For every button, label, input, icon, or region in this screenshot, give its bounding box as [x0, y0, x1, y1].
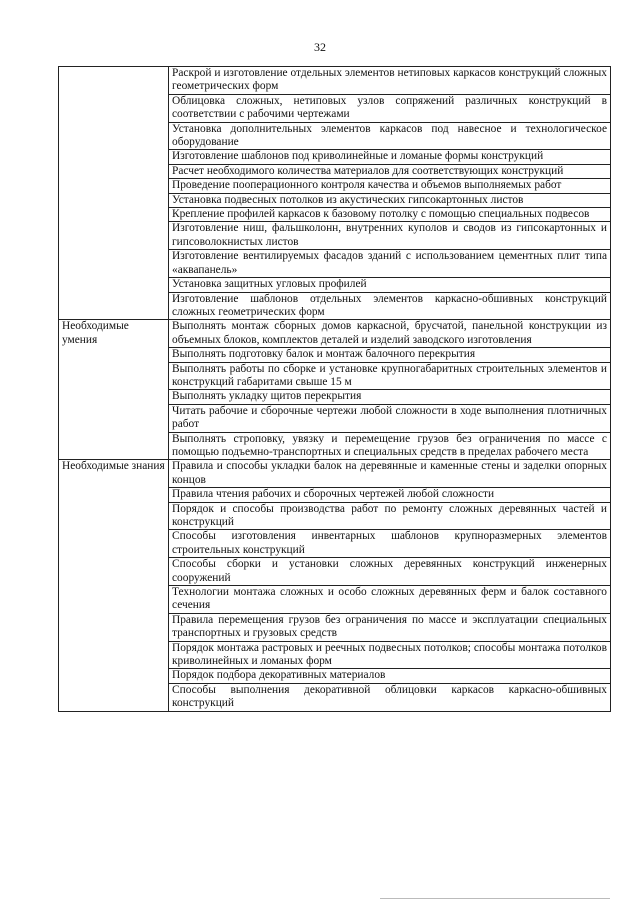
list-item: Способы сборки и установки сложных деревянных конструкций инженерных сооружений: [169, 558, 611, 586]
list-item: Выполнять строповку, увязку и перемещение грузов без ограничения по массе с помощью подъемно-транспортных и специальных средств в пределах рабочего места: [169, 432, 611, 460]
list-item: Правила чтения рабочих и сборочных чертежей любой сложности: [169, 488, 611, 502]
section-label: Необходимые умения: [59, 320, 169, 460]
list-item: Порядок монтажа растровых и реечных подвесных потолков; способы монтажа потолков криволинейных и ломаных форм: [169, 641, 611, 669]
table-body: [59, 67, 611, 712]
list-item: Изготовление шаблонов отдельных элементов каркасно-обшивных конструкций сложных геометрических форм: [169, 292, 611, 320]
competency-table: [58, 66, 611, 712]
list-item: Способы выполнения декоративной облицовки каркасов каркасно-обшивных конструкций: [169, 683, 611, 711]
list-item: Крепление профилей каркасов к базовому потолку с помощью специальных подвесов: [169, 208, 611, 222]
list-item: Установка подвесных потолков из акустических гипсокартонных листов: [169, 193, 611, 207]
list-item: Читать рабочие и сборочные чертежи любой сложности в ходе выполнения плотничных работ: [169, 404, 611, 432]
list-item: Установка защитных угловых профилей: [169, 278, 611, 292]
list-item: Облицовка сложных, нетиповых узлов сопряжений различных конструкций в соответствии с рабочими чертежами: [169, 94, 611, 122]
list-item: Изготовление вентилируемых фасадов зданий с использованием цементных плит типа «аквапанель»: [169, 250, 611, 278]
list-item: Проведение пооперационного контроля качества и объемов выполняемых работ: [169, 179, 611, 193]
list-item: Порядок подбора декоративных материалов: [169, 669, 611, 683]
list-item: Порядок и способы производства работ по ремонту сложных деревянных частей и конструкций: [169, 502, 611, 530]
list-item: Выполнять укладку щитов перекрытия: [169, 390, 611, 404]
table-row: [59, 67, 611, 95]
section-label: [59, 67, 169, 320]
list-item: Выполнять монтаж сборных домов каркасной, брусчатой, панельной конструкции из объемных блоков, комплектов деталей и изделий заводского изготовления: [169, 320, 611, 348]
list-item: Раскрой и изготовление отдельных элементов нетиповых каркасов конструкций сложных геометрических форм: [169, 67, 611, 95]
scan-edge-line: [380, 898, 610, 899]
list-item: Выполнять подготовку балок и монтаж балочного перекрытия: [169, 348, 611, 362]
list-item: Изготовление ниш, фальшколонн, внутренних куполов и сводов из гипсокартонных и гипсоволокнистых листов: [169, 222, 611, 250]
list-item: Изготовление шаблонов под криволинейные и ломаные формы конструкций: [169, 150, 611, 164]
list-item: Установка дополнительных элементов каркасов под навесное и технологическое оборудование: [169, 122, 611, 150]
list-item: Способы изготовления инвентарных шаблонов крупноразмерных элементов строительных конструкций: [169, 530, 611, 558]
section-label: Необходимые знания: [59, 460, 169, 711]
table-row: [59, 320, 611, 348]
page-number: 32: [314, 40, 326, 54]
list-item: Правила и способы укладки балок на деревянные и каменные стены и заделки опорных концов: [169, 460, 611, 488]
list-item: Расчет необходимого количества материалов для соответствующих конструкций: [169, 164, 611, 178]
list-item: Технологии монтажа сложных и особо сложных деревянных ферм и балок составного сечения: [169, 586, 611, 614]
list-item: Правила перемещения грузов без ограничения по массе и эксплуатации специальных транспортных и грузовых средств: [169, 613, 611, 641]
table-row: [59, 460, 611, 488]
list-item: Выполнять работы по сборке и установке крупногабаритных строительных элементов и конструкций габаритами свыше 15 м: [169, 362, 611, 390]
